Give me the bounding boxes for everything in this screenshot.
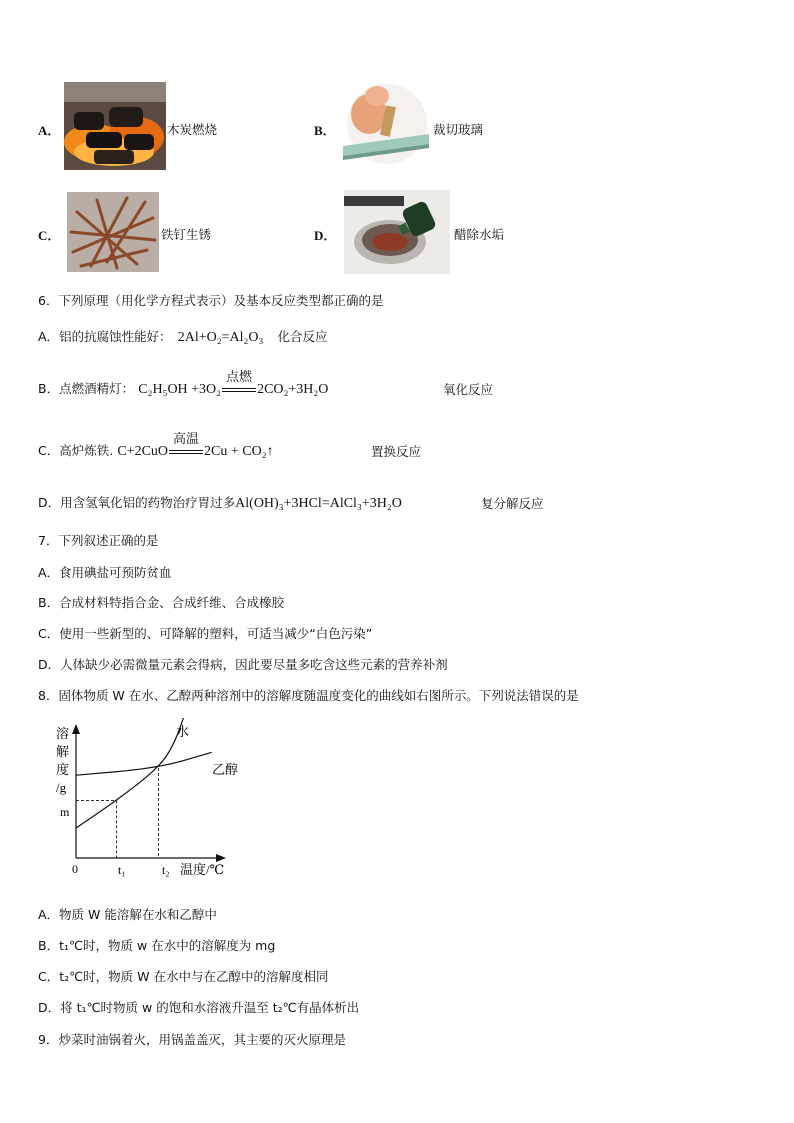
option-text: 醋除水垢 <box>454 227 505 242</box>
question-8-stem: 8．固体物质 W 在水、乙醇两种溶剂中的溶解度随温度变化的曲线如右图所示。下列说法错误的是 <box>38 688 579 703</box>
q8-option-b: B．t₁℃时，物质 w 在水中的溶解度为 mg <box>38 938 276 953</box>
q7-option-d: D．人体缺少必需微量元素会得病，因此要尽量多吃含这些元素的营养补剂 <box>38 657 448 672</box>
q8-option-a: A．物质 W 能溶解在水和乙醇中 <box>38 907 217 922</box>
solubility-chart <box>50 718 250 883</box>
glass-cutting-image <box>343 84 429 164</box>
q6-c-reaction-type: 置换反应 <box>371 444 422 459</box>
rusty-nails-image <box>67 192 159 272</box>
q7-option-c: C．使用一些新型的、可降解的塑料，可适当减少“白色污染” <box>38 626 373 641</box>
x-axis-label: 温度/℃ <box>180 862 225 877</box>
q6-option-d <box>38 493 402 512</box>
question-7-stem: 7．下列叙述正确的是 <box>38 533 159 548</box>
y-axis-arrow <box>72 724 80 734</box>
y-label-2: 度 <box>56 762 70 777</box>
option-text: 裁切玻璃 <box>433 122 484 137</box>
option-desc: 铝的抗腐蚀性能好： <box>59 329 172 344</box>
series-water-label: 水 <box>176 724 190 739</box>
q8-option-c: C．t₂℃时，物质 W 在水中与在乙醇中的溶解度相同 <box>38 969 329 984</box>
equation-right: 2Cu + CO₂↑ <box>204 444 274 459</box>
y-label-1: 解 <box>56 744 70 759</box>
condition-label: 点燃 <box>226 370 253 385</box>
q6-d-reaction-type: 复分解反应 <box>481 496 544 511</box>
x-tick-t1: t₁ <box>118 863 126 877</box>
y-label-3: /g <box>56 780 67 795</box>
option-letter: A． <box>38 123 61 138</box>
y-label-0: 溶 <box>56 726 70 741</box>
option-letter: C． <box>38 228 61 243</box>
y-tick-m: m <box>60 805 70 819</box>
equation: 2Al+O₂=Al₂O₃ <box>177 330 264 345</box>
equation-left: C₂H₅OH +3O₂ <box>138 382 222 397</box>
question-9-stem: 9．炒菜时油锅着火，用锅盖盖灭，其主要的灭火原理是 <box>38 1032 346 1047</box>
reaction-condition <box>168 432 204 459</box>
option-desc: 用含氢氧化铝的药物治疗胃过多 <box>60 495 236 510</box>
q6-option-a <box>38 327 328 346</box>
option-letter: D． <box>314 228 337 243</box>
reaction-condition <box>221 370 257 397</box>
option-letter: A． <box>38 329 60 344</box>
reaction-type: 化合反应 <box>277 329 328 344</box>
series-ethanol-label: 乙醇 <box>212 762 239 777</box>
vinegar-descaling-image <box>344 190 450 274</box>
equation: Al(OH)₃+3HCl=AlCl₃+3H₂O <box>235 496 402 511</box>
q8-option-d: D．将 t₁℃时物质 w 的饱和水溶液升温至 t₂℃有晶体析出 <box>38 1000 360 1015</box>
series-water-line <box>76 718 190 828</box>
option-text: 木炭燃烧 <box>167 122 218 137</box>
q7-option-b: B．合成材料特指合金、合成纤维、合成橡胶 <box>38 595 285 610</box>
option-letter: D． <box>38 495 61 510</box>
equation-right: 2CO₂+3H₂O <box>257 382 329 397</box>
x-tick-t2: t₂ <box>162 863 170 877</box>
option-letter: B． <box>314 123 336 138</box>
option-desc: 点燃酒精灯： <box>59 381 135 396</box>
q6-option-c <box>38 432 274 460</box>
q6-b-reaction-type: 氧化反应 <box>443 382 494 397</box>
option-letter: C． <box>38 443 60 458</box>
condition-label: 高温 <box>173 432 200 447</box>
option-letter: B． <box>38 381 60 396</box>
series-ethanol-line <box>76 752 211 775</box>
q6-option-b <box>38 370 329 398</box>
burning-charcoal-image <box>64 82 166 170</box>
equation-left: C+2CuO <box>117 444 169 459</box>
option-text: 铁钉生锈 <box>161 227 212 242</box>
origin-label: 0 <box>72 862 78 876</box>
question-6-stem: 6．下列原理（用化学方程式表示）及基本反应类型都正确的是 <box>38 293 384 308</box>
q7-option-a: A．食用碘盐可预防贫血 <box>38 565 172 580</box>
option-desc: 高炉炼铁. <box>59 443 114 458</box>
x-axis-arrow <box>216 854 226 862</box>
